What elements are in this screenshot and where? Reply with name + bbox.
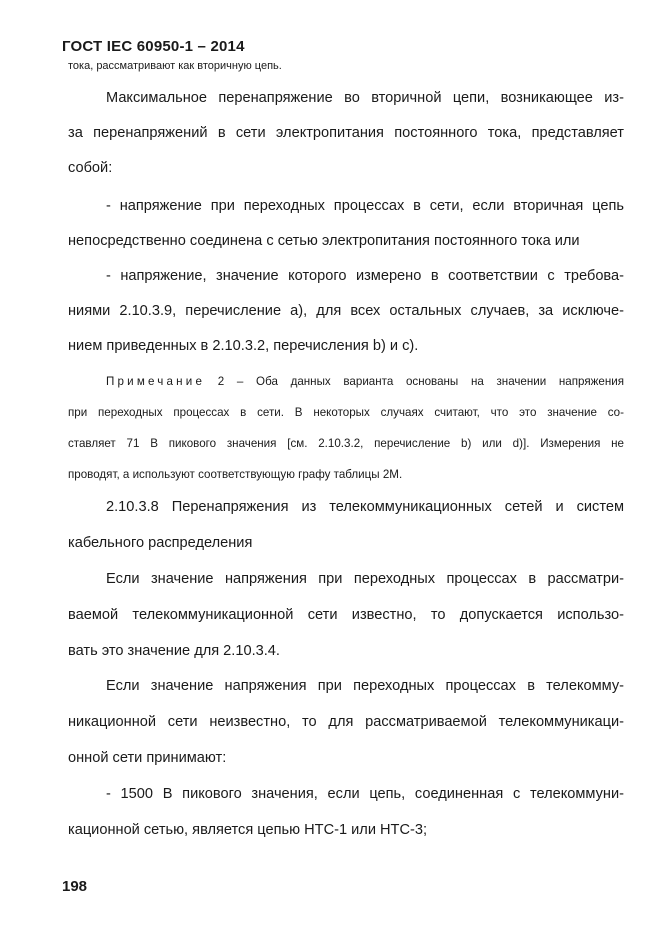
section-heading: 2.10.3.8 Перенапряжения из телекоммуникационных сетей и систем (106, 499, 624, 515)
paragraph-line: никационной сети неизвестно, то для рассматриваемой телекоммуникаци- (68, 714, 624, 730)
note-line: проводят, а используют соответствующую графу таблицы 2М. (68, 468, 403, 481)
note-text: 2 – Оба данных варианта основаны на значении напряжения (217, 375, 624, 388)
note-line: при переходных процессах в сети. В некоторых случаях считают, что это значение со- (68, 406, 624, 419)
list-item-line: - напряжение при переходных процессах в сети, если вторичная цепь (106, 198, 624, 214)
paragraph-line: собой: (68, 160, 113, 176)
list-item-line: - 1500 В пикового значения, если цепь, соединенная с телекоммуни- (106, 786, 624, 802)
paragraph-line: онной сети принимают: (68, 750, 227, 766)
paragraph-line: ваемой телекоммуникационной сети известно, то допускается использо- (68, 607, 624, 623)
list-item-line: кационной сетью, является цепью НТС-1 или НТС-3; (68, 822, 428, 838)
paragraph-line: вать это значение для 2.10.3.4. (68, 643, 280, 659)
continued-text: тока, рассматривают как вторичную цепь. (68, 60, 282, 72)
paragraph-line: Если значение напряжения при переходных процессах в телекомму- (106, 678, 624, 694)
list-item-line: ниями 2.10.3.9, перечисление а), для всех остальных случаев, за исключе- (68, 303, 624, 319)
list-item-line: нием приведенных в 2.10.3.2, перечисления b) и с). (68, 338, 419, 354)
note-label: Примечание (106, 375, 206, 388)
paragraph-line: Максимальное перенапряжение во вторичной цепи, возникающее из- (106, 90, 624, 106)
paragraph-line: Если значение напряжения при переходных процессах в рассматри- (106, 571, 624, 587)
note-line (106, 375, 624, 388)
standard-title: ГОСТ IEC 60950-1 – 2014 (62, 38, 245, 55)
list-item-line: непосредственно соединена с сетью электропитания постоянного тока или (68, 233, 580, 249)
note-line: ставляет 71 В пикового значения [см. 2.10.3.2, перечисление b) или d)]. Измерения не (68, 437, 624, 450)
page-number: 198 (62, 878, 88, 895)
paragraph-line: за перенапряжений в сети электропитания постоянного тока, представляет (68, 125, 624, 141)
list-item-line: - напряжение, значение которого измерено в соответствии с требова- (106, 268, 624, 284)
section-heading: кабельного распределения (68, 535, 253, 551)
